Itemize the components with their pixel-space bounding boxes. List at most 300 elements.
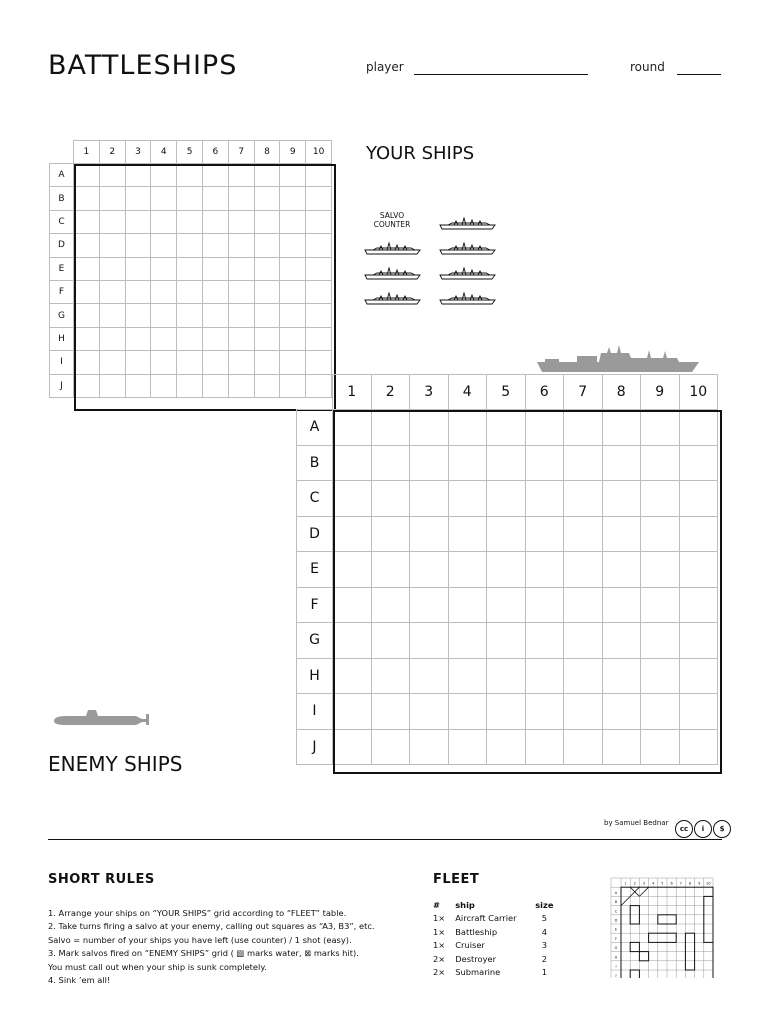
svg-text:H: H — [614, 955, 618, 960]
your-grid-cell[interactable] — [177, 164, 203, 187]
svg-text:7: 7 — [679, 881, 682, 886]
enemy-grid-col-header: 6 — [525, 375, 564, 410]
player-name-line[interactable] — [414, 74, 588, 75]
your-grid-cell[interactable] — [202, 327, 228, 350]
enemy-grid-cell[interactable] — [679, 729, 718, 765]
enemy-grid-col-header: 2 — [371, 375, 410, 410]
svg-text:B: B — [614, 900, 618, 905]
your-grid-cell[interactable] — [99, 280, 125, 303]
your-grid-cell[interactable] — [99, 187, 125, 210]
your-grid-cell[interactable] — [125, 327, 151, 350]
round-number-line[interactable] — [677, 74, 721, 75]
enemy-grid-cell[interactable] — [564, 552, 603, 588]
enemy-grid-cell[interactable] — [602, 623, 641, 659]
enemy-grid-col-header: 1 — [333, 375, 372, 410]
enemy-grid-cell[interactable] — [564, 729, 603, 765]
your-grid-cell[interactable] — [125, 164, 151, 187]
enemy-grid-cell[interactable] — [371, 694, 410, 730]
your-grid-cell[interactable] — [228, 374, 254, 397]
enemy-grid-cell[interactable] — [641, 729, 680, 765]
enemy-grid-cell[interactable] — [410, 516, 449, 552]
enemy-grid-cell[interactable] — [448, 729, 487, 765]
your-grid-cell[interactable] — [306, 164, 332, 187]
enemy-grid-row-header: G — [297, 623, 333, 659]
your-grid-row-header: A — [50, 164, 74, 187]
fleet-size: 2 — [541, 953, 547, 964]
enemy-grid-cell[interactable] — [371, 729, 410, 765]
svg-text:C: C — [614, 909, 618, 914]
enemy-grid-cell[interactable] — [641, 516, 680, 552]
your-grid-cell[interactable] — [125, 280, 151, 303]
enemy-grid-cell[interactable] — [448, 516, 487, 552]
fleet-size: 5 — [541, 913, 547, 924]
fleet-count-header: # — [433, 899, 440, 910]
enemy-ships-title: ENEMY SHIPS — [48, 752, 183, 776]
your-grid-cell[interactable] — [151, 234, 177, 257]
your-grid-cell[interactable] — [228, 327, 254, 350]
enemy-grid-cell[interactable] — [487, 481, 526, 517]
enemy-grid-cell[interactable] — [487, 729, 526, 765]
submarine-icon — [52, 708, 152, 730]
enemy-grid-cell[interactable] — [602, 481, 641, 517]
enemy-grid-cell[interactable] — [371, 516, 410, 552]
enemy-grid-cell[interactable] — [525, 516, 564, 552]
enemy-grid-cell[interactable] — [564, 587, 603, 623]
your-grid-cell[interactable] — [280, 304, 306, 327]
your-grid-cell[interactable] — [151, 280, 177, 303]
by-icon: i — [694, 820, 712, 838]
your-grid-cell[interactable] — [125, 374, 151, 397]
enemy-grid-cell[interactable] — [448, 587, 487, 623]
your-grid-cell[interactable] — [254, 164, 280, 187]
enemy-grid-cell[interactable] — [410, 410, 449, 446]
enemy-grid-cell[interactable] — [448, 481, 487, 517]
enemy-grid-cell[interactable] — [679, 658, 718, 694]
your-grid-cell[interactable] — [74, 187, 100, 210]
your-grid-col-header: 3 — [125, 141, 151, 164]
your-grid-cell[interactable] — [306, 210, 332, 233]
enemy-grid-cell[interactable] — [333, 658, 372, 694]
salvo-ship-icon[interactable] — [440, 218, 495, 229]
your-grid-cell[interactable] — [280, 164, 306, 187]
your-grid-cell[interactable] — [306, 304, 332, 327]
enemy-grid-cell[interactable] — [525, 552, 564, 588]
enemy-grid-cell[interactable] — [448, 694, 487, 730]
enemy-grid-row-header: A — [297, 410, 333, 446]
rule-line: Salvo = number of your ships you have left (use counter) / 1 shot (easy). — [48, 934, 352, 945]
your-grid-cell[interactable] — [228, 257, 254, 280]
your-grid-cell[interactable] — [202, 187, 228, 210]
your-grid-cell[interactable] — [151, 164, 177, 187]
enemy-grid-cell[interactable] — [333, 552, 372, 588]
your-grid-cell[interactable] — [74, 210, 100, 233]
enemy-grid-cell[interactable] — [487, 552, 526, 588]
enemy-grid-cell[interactable] — [602, 516, 641, 552]
rule-line: 3. Mark salvos fired on “ENEMY SHIPS” grid ( ▧ marks water, ⊠ marks hit). — [48, 948, 359, 959]
your-grid-cell[interactable] — [177, 187, 203, 210]
enemy-grid-row-header: I — [297, 694, 333, 730]
your-grid-cell[interactable] — [254, 304, 280, 327]
enemy-grid-cell[interactable] — [333, 623, 372, 659]
enemy-grid-cell[interactable] — [679, 623, 718, 659]
your-grid-cell[interactable] — [202, 164, 228, 187]
your-grid-cell[interactable] — [125, 304, 151, 327]
your-grid-cell[interactable] — [280, 351, 306, 374]
enemy-grid-cell[interactable] — [641, 445, 680, 481]
your-grid-cell[interactable] — [74, 304, 100, 327]
svg-text:10: 10 — [706, 881, 711, 886]
your-grid-cell[interactable] — [151, 351, 177, 374]
enemy-grid-cell[interactable] — [564, 410, 603, 446]
enemy-grid-row-header: F — [297, 587, 333, 623]
fleet-ship: Cruiser — [455, 940, 485, 951]
enemy-grid-cell[interactable] — [448, 623, 487, 659]
enemy-grid-cell[interactable] — [410, 623, 449, 659]
enemy-grid-cell[interactable] — [371, 481, 410, 517]
your-grid-cell[interactable] — [177, 374, 203, 397]
svg-text:E: E — [614, 927, 618, 932]
your-grid-cell[interactable] — [151, 327, 177, 350]
your-grid-cell[interactable] — [74, 327, 100, 350]
grid-corner — [297, 375, 333, 410]
your-grid-cell[interactable] — [177, 257, 203, 280]
your-grid-cell[interactable] — [99, 164, 125, 187]
your-grid-cell[interactable] — [177, 280, 203, 303]
enemy-grid-cell[interactable] — [410, 552, 449, 588]
your-grid-cell[interactable] — [125, 187, 151, 210]
your-grid-cell[interactable] — [74, 164, 100, 187]
your-grid-cell[interactable] — [254, 187, 280, 210]
your-grid-cell[interactable] — [74, 234, 100, 257]
svg-text:1: 1 — [624, 881, 627, 886]
enemy-grid-cell[interactable] — [487, 694, 526, 730]
enemy-grid-cell[interactable] — [410, 658, 449, 694]
license-badges — [674, 816, 731, 838]
your-grid-row-header: F — [50, 280, 74, 303]
enemy-grid-col-header: 5 — [487, 375, 526, 410]
your-grid-cell[interactable] — [254, 257, 280, 280]
enemy-grid-cell[interactable] — [679, 552, 718, 588]
your-grid-cell[interactable] — [228, 304, 254, 327]
your-grid-col-header: 4 — [151, 141, 177, 164]
rules-list — [48, 907, 375, 987]
your-grid-cell[interactable] — [99, 374, 125, 397]
fleet-row — [428, 952, 558, 966]
your-grid-cell[interactable] — [151, 374, 177, 397]
your-grid-row-header: C — [50, 210, 74, 233]
your-grid-cell[interactable] — [280, 280, 306, 303]
enemy-grid-cell[interactable] — [333, 410, 372, 446]
fleet-count: 1× — [433, 913, 446, 924]
your-grid-cell[interactable] — [202, 280, 228, 303]
enemy-grid-col-header: 4 — [448, 375, 487, 410]
your-grid-row-header: B — [50, 187, 74, 210]
enemy-grid-cell[interactable] — [371, 410, 410, 446]
svg-text:J: J — [615, 973, 617, 978]
your-grid-cell[interactable] — [228, 234, 254, 257]
enemy-grid-cell[interactable] — [641, 587, 680, 623]
fleet-count: 1× — [433, 940, 446, 951]
your-grid-col-header: 7 — [228, 141, 254, 164]
fleet-size: 1 — [541, 967, 547, 978]
enemy-grid-cell[interactable] — [487, 410, 526, 446]
enemy-grid-cell[interactable] — [333, 694, 372, 730]
enemy-grid-cell[interactable] — [371, 552, 410, 588]
salvo-ship-icon[interactable] — [365, 243, 420, 254]
enemy-grid-cell[interactable] — [679, 445, 718, 481]
your-grid-cell[interactable] — [306, 280, 332, 303]
your-grid-col-header: 9 — [280, 141, 306, 164]
your-grid-row-header: I — [50, 351, 74, 374]
your-grid-cell[interactable] — [125, 234, 151, 257]
your-grid-cell[interactable] — [202, 304, 228, 327]
your-ships-title: YOUR SHIPS — [366, 143, 475, 164]
your-grid-cell[interactable] — [254, 234, 280, 257]
your-grid-row-header: E — [50, 257, 74, 280]
svg-text:F: F — [614, 936, 618, 941]
your-grid-cell[interactable] — [306, 351, 332, 374]
enemy-grid-cell[interactable] — [679, 481, 718, 517]
enemy-grid-cell[interactable] — [525, 481, 564, 517]
enemy-grid-cell[interactable] — [564, 623, 603, 659]
enemy-grid-cell[interactable] — [487, 516, 526, 552]
enemy-grid-cell[interactable] — [487, 445, 526, 481]
cc-icon: cc — [675, 820, 693, 838]
enemy-grid-cell[interactable] — [410, 445, 449, 481]
enemy-grid-cell[interactable] — [525, 694, 564, 730]
enemy-grid-cell[interactable] — [371, 623, 410, 659]
enemy-grid-cell[interactable] — [602, 694, 641, 730]
your-grid-cell[interactable] — [202, 210, 228, 233]
your-grid-cell[interactable] — [280, 234, 306, 257]
enemy-grid-cell[interactable] — [448, 552, 487, 588]
fleet-count: 2× — [433, 967, 446, 978]
enemy-grid-cell[interactable] — [333, 445, 372, 481]
svg-text:4: 4 — [652, 881, 655, 886]
enemy-grid-cell[interactable] — [448, 410, 487, 446]
your-grid-cell[interactable] — [99, 210, 125, 233]
your-grid-cell[interactable] — [99, 327, 125, 350]
svg-text:2: 2 — [633, 881, 636, 886]
salvo-ship-icon[interactable] — [440, 293, 495, 304]
enemy-grid-cell[interactable] — [333, 729, 372, 765]
your-grid-cell[interactable] — [202, 351, 228, 374]
enemy-grid-cell[interactable] — [487, 658, 526, 694]
your-grid-cell[interactable] — [177, 210, 203, 233]
your-grid-cell[interactable] — [125, 257, 151, 280]
your-grid-cell[interactable] — [254, 374, 280, 397]
your-grid-cell[interactable] — [151, 257, 177, 280]
your-grid-cell[interactable] — [125, 351, 151, 374]
enemy-grid-cell[interactable] — [525, 658, 564, 694]
your-grid-cell[interactable] — [280, 210, 306, 233]
fleet-ship: Submarine — [455, 967, 501, 978]
enemy-grid-cell[interactable] — [525, 623, 564, 659]
enemy-grid-cell[interactable] — [525, 587, 564, 623]
salvo-ship-icon[interactable] — [440, 268, 495, 279]
svg-text:8: 8 — [688, 881, 692, 886]
salvo-ship-icon[interactable] — [365, 268, 420, 279]
your-ships-grid[interactable] — [49, 140, 332, 398]
enemy-grid-row-header: J — [297, 729, 333, 765]
your-grid-cell[interactable] — [74, 351, 100, 374]
enemy-grid-cell[interactable] — [333, 587, 372, 623]
enemy-grid-col-header: 7 — [564, 375, 603, 410]
enemy-grid-cell[interactable] — [410, 694, 449, 730]
your-grid-cell[interactable] — [306, 187, 332, 210]
enemy-grid-cell[interactable] — [525, 445, 564, 481]
enemy-grid-cell[interactable] — [679, 516, 718, 552]
enemy-grid-col-header: 10 — [679, 375, 718, 410]
enemy-grid-cell[interactable] — [564, 658, 603, 694]
your-grid-cell[interactable] — [177, 304, 203, 327]
enemy-grid-col-header: 3 — [410, 375, 449, 410]
your-grid-row-header: G — [50, 304, 74, 327]
your-grid-cell[interactable] — [306, 234, 332, 257]
enemy-grid-cell[interactable] — [679, 410, 718, 446]
your-grid-cell[interactable] — [306, 257, 332, 280]
your-grid-row-header: J — [50, 374, 74, 397]
your-grid-cell[interactable] — [74, 280, 100, 303]
enemy-grid-cell[interactable] — [602, 587, 641, 623]
enemy-ships-grid[interactable] — [296, 374, 718, 765]
fleet-ship: Battleship — [455, 926, 498, 937]
your-grid-cell[interactable] — [99, 304, 125, 327]
your-grid-cell[interactable] — [99, 351, 125, 374]
enemy-grid-cell[interactable] — [641, 658, 680, 694]
svg-text:3: 3 — [642, 881, 646, 886]
your-grid-cell[interactable] — [151, 187, 177, 210]
enemy-grid-cell[interactable] — [679, 587, 718, 623]
enemy-grid-cell[interactable] — [371, 445, 410, 481]
your-grid-cell[interactable] — [177, 234, 203, 257]
your-grid-cell[interactable] — [306, 327, 332, 350]
enemy-grid-cell[interactable] — [641, 410, 680, 446]
enemy-grid-cell[interactable] — [410, 729, 449, 765]
enemy-grid-cell[interactable] — [564, 516, 603, 552]
salvo-ship-icon[interactable] — [440, 243, 495, 254]
enemy-grid-cell[interactable] — [602, 552, 641, 588]
enemy-grid-cell[interactable] — [602, 410, 641, 446]
your-grid-cell[interactable] — [202, 257, 228, 280]
your-grid-cell[interactable] — [99, 257, 125, 280]
your-grid-cell[interactable] — [228, 164, 254, 187]
enemy-grid-cell[interactable] — [641, 552, 680, 588]
your-grid-cell[interactable] — [151, 304, 177, 327]
svg-text:5: 5 — [661, 881, 664, 886]
enemy-grid-cell[interactable] — [679, 694, 718, 730]
fleet-ship: Aircraft Carrier — [455, 913, 517, 924]
svg-text:A: A — [614, 890, 618, 895]
enemy-grid-cell[interactable] — [487, 623, 526, 659]
your-grid-col-header: 6 — [202, 141, 228, 164]
enemy-grid-cell[interactable] — [410, 587, 449, 623]
your-grid-cell[interactable] — [228, 210, 254, 233]
fleet-count: 2× — [433, 953, 446, 964]
your-grid-cell[interactable] — [280, 327, 306, 350]
enemy-grid-cell[interactable] — [371, 658, 410, 694]
enemy-grid-cell[interactable] — [641, 481, 680, 517]
enemy-grid-cell[interactable] — [371, 587, 410, 623]
svg-text:6: 6 — [670, 881, 673, 886]
your-grid-cell[interactable] — [280, 257, 306, 280]
enemy-grid-row-header: E — [297, 552, 333, 588]
svg-text:D: D — [614, 918, 618, 923]
enemy-grid-cell[interactable] — [410, 481, 449, 517]
fleet-title: FLEET — [433, 872, 480, 887]
your-grid-cell[interactable] — [254, 280, 280, 303]
svg-text:9: 9 — [698, 881, 701, 886]
your-grid-row-header: H — [50, 327, 74, 350]
your-grid-cell[interactable] — [99, 234, 125, 257]
fleet-row — [428, 925, 558, 939]
your-grid-cell[interactable] — [177, 327, 203, 350]
enemy-grid-row-header: B — [297, 445, 333, 481]
author-credit: by Samuel Bednar — [604, 819, 669, 827]
your-grid-cell[interactable] — [254, 351, 280, 374]
your-grid-cell[interactable] — [202, 374, 228, 397]
enemy-grid-cell[interactable] — [641, 623, 680, 659]
round-label: round — [630, 60, 665, 74]
your-grid-cell[interactable] — [280, 187, 306, 210]
enemy-grid-cell[interactable] — [602, 729, 641, 765]
your-grid-cell[interactable] — [202, 234, 228, 257]
enemy-grid-row-header: D — [297, 516, 333, 552]
enemy-grid-cell[interactable] — [487, 587, 526, 623]
your-grid-col-header: 5 — [177, 141, 203, 164]
your-grid-cell[interactable] — [228, 351, 254, 374]
salvo-counter-ships[interactable] — [360, 205, 510, 325]
rule-line: You must call out when your ship is sunk completely. — [48, 961, 267, 972]
your-grid-cell[interactable] — [151, 210, 177, 233]
salvo-counter-label: SALVO COUNTER — [373, 211, 411, 229]
enemy-grid-cell[interactable] — [525, 729, 564, 765]
enemy-grid-cell[interactable] — [525, 410, 564, 446]
fleet-row — [428, 912, 558, 926]
your-grid-cell[interactable] — [254, 210, 280, 233]
enemy-grid-cell[interactable] — [448, 658, 487, 694]
enemy-grid-cell[interactable] — [564, 481, 603, 517]
fleet-ship-header: ship — [455, 899, 475, 910]
fleet-count: 1× — [433, 926, 446, 937]
enemy-grid-cell[interactable] — [602, 445, 641, 481]
enemy-grid-cell[interactable] — [564, 694, 603, 730]
your-grid-cell[interactable] — [125, 210, 151, 233]
enemy-grid-cell[interactable] — [448, 445, 487, 481]
player-label: player — [366, 60, 404, 74]
fleet-row — [428, 966, 558, 980]
fleet-row — [428, 939, 558, 953]
your-grid-cell[interactable] — [74, 257, 100, 280]
enemy-grid-cell[interactable] — [333, 516, 372, 552]
your-grid-cell[interactable] — [228, 187, 254, 210]
your-grid-col-header: 10 — [306, 141, 332, 164]
enemy-grid-cell[interactable] — [333, 481, 372, 517]
salvo-ship-icon[interactable] — [365, 293, 420, 304]
rules-title: SHORT RULES — [48, 872, 155, 887]
fleet-size: 4 — [541, 926, 547, 937]
fleet-size-header: size — [535, 899, 554, 910]
divider — [48, 839, 722, 840]
enemy-grid-cell[interactable] — [602, 658, 641, 694]
your-grid-cell[interactable] — [177, 351, 203, 374]
enemy-grid-cell[interactable] — [564, 445, 603, 481]
your-grid-cell[interactable] — [74, 374, 100, 397]
page-title: BATTLESHIPS — [48, 50, 238, 81]
your-grid-cell[interactable] — [254, 327, 280, 350]
your-grid-cell[interactable] — [228, 280, 254, 303]
enemy-grid-cell[interactable] — [641, 694, 680, 730]
